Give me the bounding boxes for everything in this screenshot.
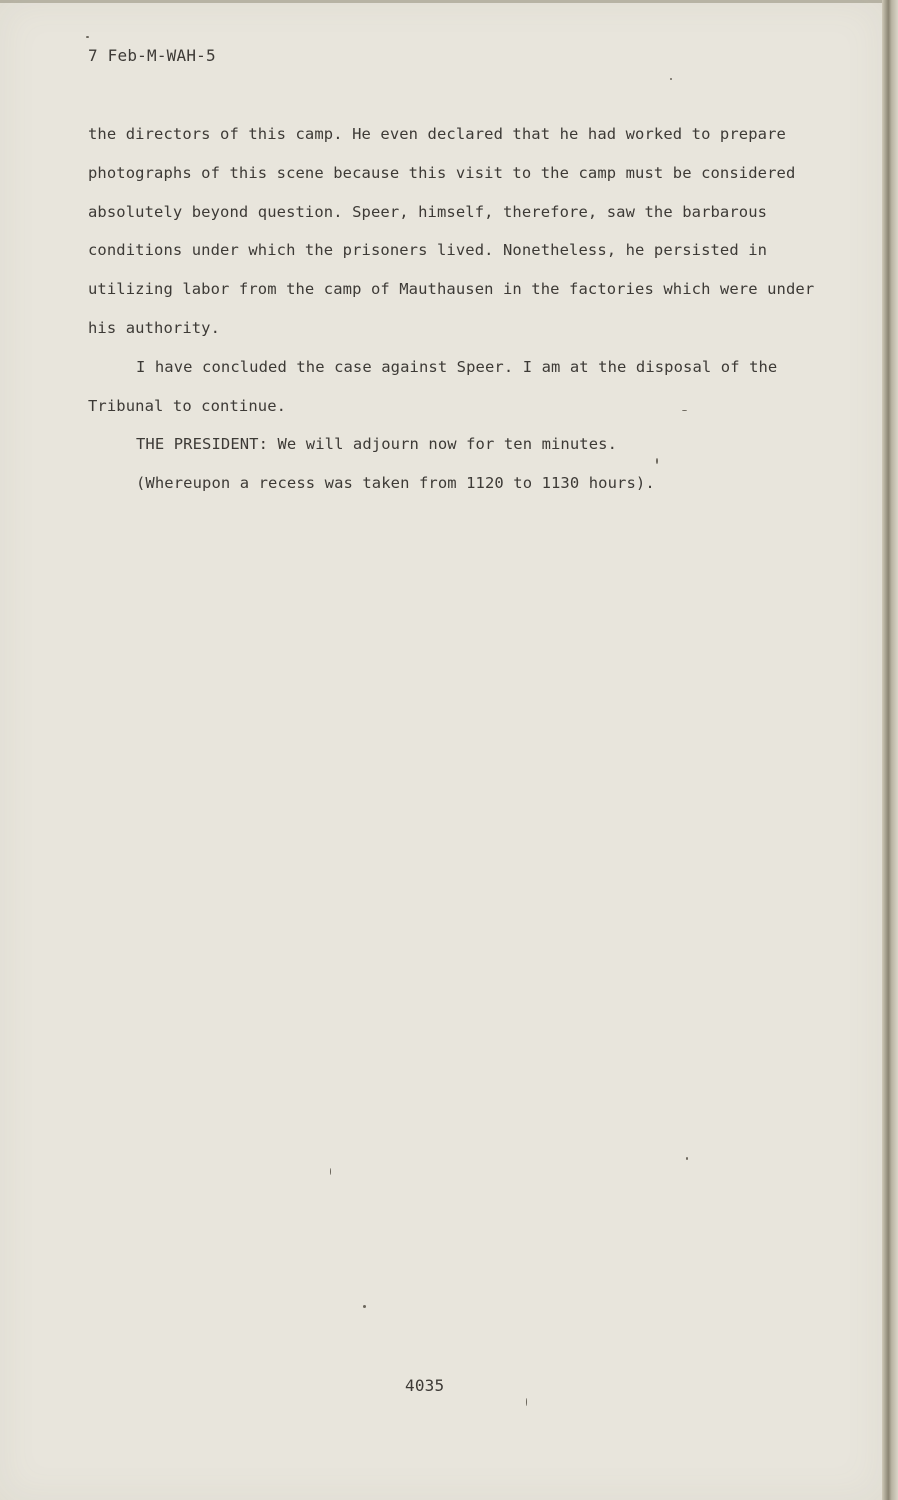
text-line: his authority. [88,318,221,337]
body-text [88,122,838,510]
text-line: THE PRESIDENT: We will adjourn now for ten minutes. [136,435,618,454]
paper-speck [86,36,89,38]
paper-speck [682,410,687,411]
text-line: I have concluded the case against Speer. I am at the disposal of the [136,357,778,376]
text-line: Tribunal to continue. [88,396,287,415]
text-line: utilizing labor from the camp of Mauthausen in the factories which were under [88,280,815,299]
text-line: the directors of this camp. He even declared that he had worked to prepare [88,125,786,143]
page-right-edge [882,0,898,1500]
paper-speck [670,78,672,80]
page-number: 4035 [405,1376,445,1395]
paper-speck [526,1398,527,1406]
paper-speck [363,1305,366,1308]
page-top-edge [0,0,882,3]
text-line: conditions under which the prisoners lived. Nonetheless, he persisted in [88,241,768,260]
text-line: absolutely beyond question. Speer, himself, therefore, saw the barbarous [88,202,768,221]
paper-speck [656,458,658,464]
paper-speck [686,1157,688,1160]
header-reference: 7 Feb-M-WAH-5 [88,46,216,65]
paper-speck [330,1168,331,1175]
text-line: photographs of this scene because this visit to the camp must be considered [88,163,796,182]
text-line: (Whereupon a recess was taken from 1120 to 1130 hours). [136,474,655,493]
